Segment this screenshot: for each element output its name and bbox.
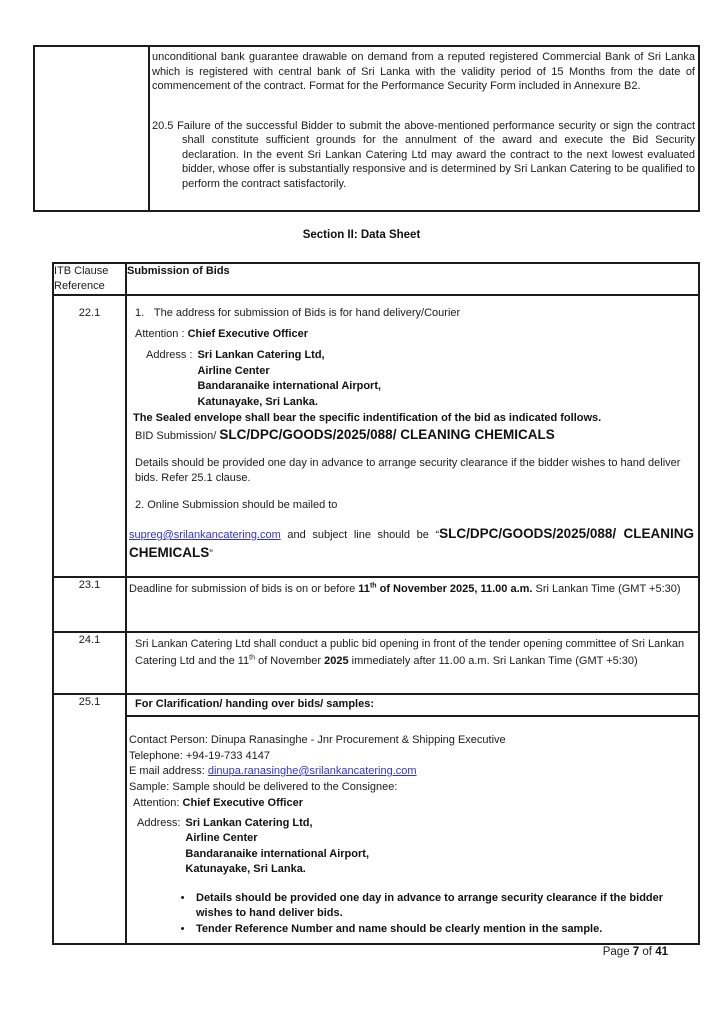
supplier-email-link[interactable]: supreg@srilankancatering.com bbox=[129, 529, 281, 541]
carryover-content-cell bbox=[150, 47, 698, 210]
address-line: Airline Center bbox=[185, 832, 258, 844]
attention-value: Chief Executive Officer bbox=[187, 328, 309, 340]
address-label: Address : bbox=[146, 349, 193, 361]
sealed-envelope-note: The Sealed envelope shall bear the specific indentification of the bid as indicated follows. bbox=[133, 412, 602, 424]
address-line: Sri Lankan Catering Ltd, bbox=[185, 816, 313, 829]
clause-number: 20.5 bbox=[152, 119, 174, 132]
address-label: Address: bbox=[137, 816, 181, 829]
bid-submission-label: BID Submission/ bbox=[135, 430, 217, 442]
carryover-table-fragment bbox=[33, 45, 700, 212]
address-line: Sri Lankan Catering Ltd, bbox=[197, 349, 325, 361]
row-24-1-content bbox=[126, 632, 699, 694]
table-row-22-1 bbox=[53, 295, 699, 577]
attention-line bbox=[129, 796, 694, 812]
attention-value: Chief Executive Officer bbox=[182, 797, 303, 809]
table-row-23-1 bbox=[53, 577, 699, 632]
online-submission-line bbox=[135, 498, 694, 513]
bid-opening-text-3: immediately after 11.00 a.m. Sri Lankan Time (GMT +5:30) bbox=[351, 655, 638, 667]
footer-of-label: of bbox=[642, 946, 652, 958]
table-row-24-1 bbox=[53, 632, 699, 694]
performance-security-paragraph: unconditional bank guarantee drawable on demand from a reputed registered Commercial Bank of Sri Lanka which is registered with central bank of Sri Lanka with the validity period of 15 Months from the date of commencement of the contract. Format for the Performance Security Form included in Annexure B2. bbox=[152, 51, 695, 92]
contact-person-line: Contact Person: Dinupa Ranasinghe - Jnr Procurement & Shipping Executive bbox=[129, 734, 506, 746]
footer-page-number: 7 bbox=[632, 946, 640, 958]
list-number: 1. bbox=[135, 307, 145, 319]
clarification-title: For Clarification/ handing over bids/ samples: bbox=[127, 695, 698, 717]
deadline-paragraph bbox=[127, 578, 698, 598]
row-23-1-content bbox=[126, 577, 699, 632]
hand-delivery-line bbox=[135, 306, 694, 321]
bullet-icon: • bbox=[180, 922, 185, 935]
clause-ref-25-1: 25.1 bbox=[53, 694, 126, 944]
subject-line-text: and subject line should be bbox=[287, 529, 429, 541]
bid-opening-date: 11th bbox=[237, 654, 256, 667]
bullet-icon: • bbox=[180, 891, 185, 904]
data-sheet-table bbox=[52, 262, 700, 945]
address-lines bbox=[197, 348, 381, 410]
address-lines bbox=[185, 816, 369, 878]
deadline-pre-text: Deadline for submission of bids is on or before bbox=[129, 583, 356, 595]
deadline-date: 11th of November 2025, 11.00 a.m. bbox=[358, 582, 533, 595]
clause-text: Failure of the successful Bidder to submit the above-mentioned performance security or sign the contract shall constitute sufficient grounds for the annulment of the award and execute the Bid Security declaration. In the event Sri Lankan Catering Ltd may award the contract to the next lowest evaluated bidder, whose offer is substantially responsive and is determined by Sri Lankan Catering to be qualified to perform the contract satisfactorily. bbox=[177, 119, 696, 190]
address-line: Bandaranaike international Airport, bbox=[185, 847, 369, 860]
attention-line bbox=[135, 327, 694, 342]
row-22-1-content bbox=[126, 295, 699, 577]
subject-reference: SLC/DPC/GOODS/2025/088/ CLEANING CHEMICALS bbox=[129, 526, 694, 560]
address-block bbox=[146, 348, 694, 410]
attention-label: Attention: bbox=[133, 797, 180, 809]
email-label: E mail address: bbox=[129, 765, 205, 777]
clause-20-5-paragraph bbox=[152, 119, 695, 192]
telephone-line: Telephone: +94-19-733 4147 bbox=[129, 749, 270, 762]
security-clearance-note: Details should be provided one day in advance to arrange security clearance if the bidder wishes to hand deliver bids. Refer 25.1 clause. bbox=[135, 457, 681, 484]
open-quote: “ bbox=[435, 529, 440, 541]
section-heading: Section II: Data Sheet bbox=[302, 229, 421, 241]
bid-opening-text-1: Sri Lankan Catering Ltd shall conduct a public bid opening in front of the tender opening committee of Sri Lankan Catering Ltd and the bbox=[135, 638, 685, 667]
footer-page-label: Page bbox=[602, 946, 630, 958]
bid-reference: SLC/DPC/GOODS/2025/088/ CLEANING CHEMICALS bbox=[219, 427, 555, 442]
list-number: 2. bbox=[135, 499, 145, 511]
row-25-1-content bbox=[126, 694, 699, 944]
bid-opening-year: 2025 bbox=[324, 655, 349, 667]
notes-bullet-list bbox=[129, 891, 694, 938]
hand-delivery-text: The address for submission of Bids is for hand delivery/Courier bbox=[153, 307, 461, 319]
header-itb-clause-reference: ITB Clause Reference bbox=[53, 263, 126, 295]
clause-ref-22-1: 22.1 bbox=[53, 295, 126, 577]
carryover-ref-cell bbox=[35, 47, 150, 210]
table-header-row bbox=[53, 263, 699, 295]
bid-opening-paragraph bbox=[127, 633, 698, 670]
address-line: Katunayake, Sri Lanka. bbox=[185, 863, 306, 875]
address-line: Katunayake, Sri Lanka. bbox=[197, 395, 318, 408]
bullet-item: • Details should be provided one day in advance to arrange security clearance if the bidder wishes to hand deliver bids. bbox=[129, 891, 694, 922]
bid-opening-text-2: of November bbox=[258, 655, 322, 667]
online-submission-text: Online Submission should be mailed to bbox=[147, 499, 338, 511]
address-line: Airline Center bbox=[197, 364, 270, 377]
clause-ref-23-1: 23.1 bbox=[53, 577, 126, 632]
close-quote: ” bbox=[209, 548, 213, 560]
clause-ref-24-1: 24.1 bbox=[53, 632, 126, 694]
contact-email-link[interactable]: dinupa.ranasinghe@srilankancatering.com bbox=[207, 765, 417, 777]
bid-submission-line bbox=[135, 427, 694, 444]
online-submission-paragraph bbox=[129, 525, 694, 563]
deadline-post-text: Sri Lankan Time (GMT +5:30) bbox=[535, 583, 681, 595]
header-submission-of-bids: Submission of Bids bbox=[126, 263, 699, 295]
address-block bbox=[137, 816, 694, 878]
bullet-item: • Tender Reference Number and name should be clearly mention in the sample. bbox=[129, 922, 694, 938]
page-footer bbox=[603, 946, 668, 958]
attention-label: Attention : bbox=[135, 328, 185, 340]
address-line: Bandaranaike international Airport, bbox=[197, 380, 382, 392]
footer-page-total: 41 bbox=[655, 946, 668, 958]
sample-line: Sample: Sample should be delivered to the Consignee: bbox=[129, 780, 398, 793]
table-row-25-1 bbox=[53, 694, 699, 944]
email-line bbox=[129, 764, 694, 780]
